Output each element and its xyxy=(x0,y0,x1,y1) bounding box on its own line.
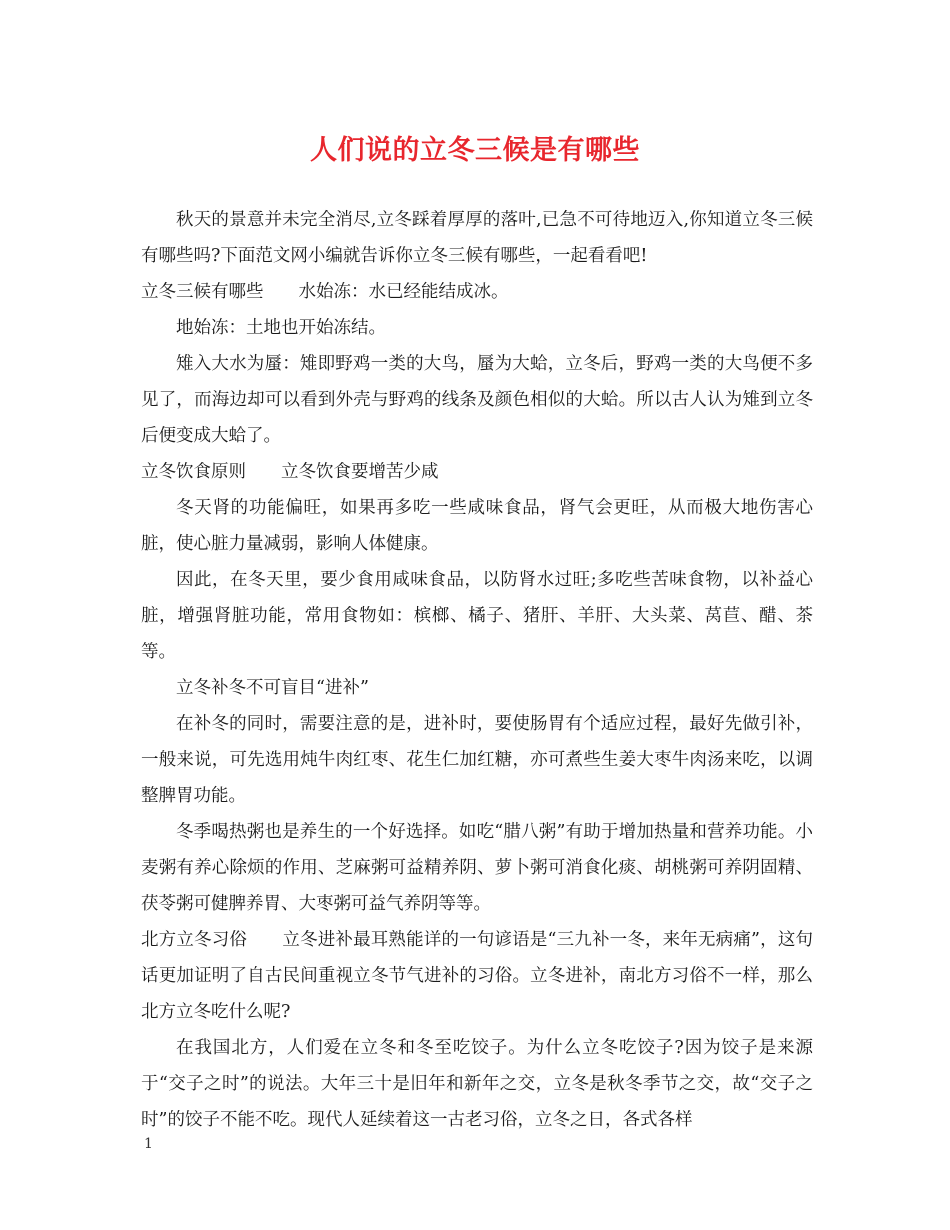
paragraph: 因此，在冬天里，要少食用咸味食品，以防肾水过旺;多吃些苦味食物，以补益心脏，增强肾脏功能，常用食物如：槟榔、橘子、猪肝、羊肝、大头菜、莴苣、醋、茶等。 xyxy=(141,570,813,662)
paragraph: 在我国北方，人们爱在立冬和冬至吃饺子。为什么立冬吃饺子?因为饺子是来源于“交子之时”的说法。大年三十是旧年和新年之交，立冬是秋冬季节之交，故“交子之时”的饺子不能不吃。现代人延续着这一古老习俗，立冬之日，各式各样 xyxy=(141,1038,813,1130)
paragraph: 地始冻：土地也开始冻结。 xyxy=(176,318,386,338)
paragraph: 北方立冬习俗 立冬进补最耳熟能详的一句谚语是“三九补一冬，来年无病痛”，这句话更加证明了自古民间重视立冬节气进补的习俗。立冬进补，南北方习俗不一样，那么北方立冬吃什么呢? xyxy=(141,930,813,1022)
paragraph: 立冬补冬不可盲目“进补” xyxy=(176,678,369,698)
paragraph: 在补冬的同时，需要注意的是，进补时，要使肠胃有个适应过程，最好先做引补，一般来说，可先选用炖牛肉红枣、花生仁加红糖，亦可煮些生姜大枣牛肉汤来吃，以调整脾胃功能。 xyxy=(141,714,813,806)
paragraph: 立冬饮食原则 立冬饮食要增苦少咸 xyxy=(141,462,439,482)
page-number: 1 xyxy=(144,1136,153,1152)
document-title: 人们说的立冬三候是有哪些 xyxy=(310,135,640,166)
paragraph: 冬季喝热粥也是养生的一个好选择。如吃“腊八粥”有助于增加热量和营养功能。小麦粥有养心除烦的作用、芝麻粥可益精养阴、萝卜粥可消食化痰、胡桃粥可养阴固精、茯苓粥可健脾养胃、大枣粥可益气养阴等等。 xyxy=(141,822,813,914)
document-body xyxy=(141,202,813,1138)
paragraph: 秋天的景意并未完全消尽,立冬踩着厚厚的落叶,已急不可待地迈入,你知道立冬三候有哪些吗?下面范文网小编就告诉你立冬三候有哪些，一起看看吧! xyxy=(141,210,813,266)
paragraph: 雉入大水为蜃：雉即野鸡一类的大鸟，蜃为大蛤，立冬后，野鸡一类的大鸟便不多见了，而海边却可以看到外壳与野鸡的线条及颜色相似的大蛤。所以古人认为雉到立冬后便变成大蛤了。 xyxy=(141,354,813,446)
paragraph: 冬天肾的功能偏旺，如果再多吃一些咸味食品，肾气会更旺，从而极大地伤害心脏，使心脏力量减弱，影响人体健康。 xyxy=(141,498,813,554)
paragraph: 立冬三候有哪些 水始冻：水已经能结成冰。 xyxy=(141,282,509,302)
